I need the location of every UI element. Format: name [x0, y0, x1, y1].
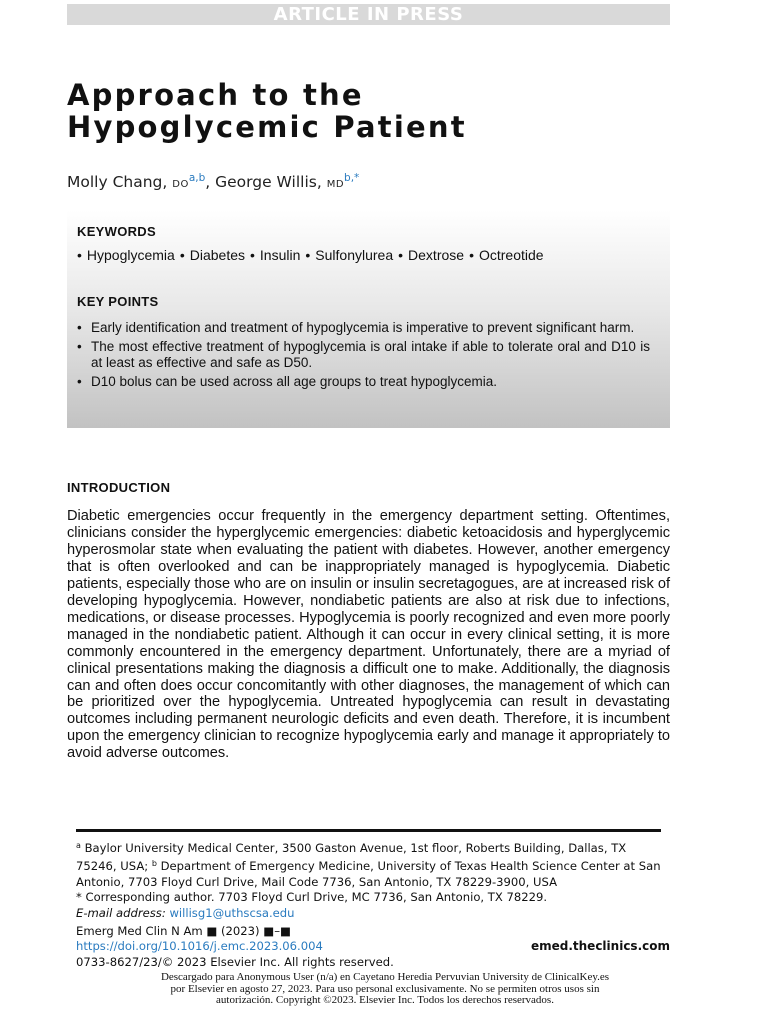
key-point-item: • The most effective treatment of hypoglycemia is oral intake if able to tolerate oral and D10 is at least as effective and safe as D50. — [77, 339, 650, 372]
affiliation-a-mark: a — [76, 841, 81, 850]
keywords-heading: KEYWORDS — [77, 224, 156, 239]
journal-info — [76, 924, 670, 970]
author-1-degree: DO — [172, 179, 189, 190]
article-title — [67, 79, 670, 143]
affiliations — [76, 838, 664, 890]
footnote-divider — [76, 829, 661, 832]
author-2-degree: MD — [326, 179, 345, 190]
doi-link[interactable]: https://doi.org/10.1016/j.emc.2023.06.004 — [76, 939, 323, 954]
introduction-paragraph: Diabetic emergencies occur frequently in the emergency department setting. Oftentimes, clinicians consider the hyperglycemic emergencies: diabetic ketoacidosis and hyperglycemic hyperosmolar state when evaluating the patient with diabetes. However, another emergency that is often overlooked and can be inappropriately managed is hypoglycemia. Diabetic patients, especially those who are on insulin or insulin secretagogues, are at increased risk of developing hypoglycemia. However, nondiabetic patients are also at risk due to infections, medications, or disease processes. Hypoglycemia is poorly recognized and even more poorly managed in the nondiabetic patient. Although it can occur in every clinical setting, it is more commonly encountered in the emergency department. Unfortunately, there are a myriad of clinical presentations making the diagnosis a difficult one to make. Additionally, the diagnosis can and often does occur concomitantly with other diagnoses, the management of which can be prioritized over the hypoglycemia. Untreated hypoglycemia can result in devastating outcomes including permanent neurologic deficits and even death. Therefore, it is incumbent upon the emergency clinician to recognize hypoglycemia early and manage it appropriately to avoid adverse outcomes. — [67, 508, 670, 762]
bullet-icon: • — [179, 247, 185, 263]
affiliation-b-mark: b — [151, 859, 157, 869]
author-1-affiliation-link[interactable]: a,b — [188, 172, 206, 184]
bullet-icon: • — [398, 247, 404, 263]
author-2-name: George Willis, — [215, 173, 322, 191]
keyword-item: Octreotide — [478, 247, 544, 263]
key-point-item: • Early identification and treatment of hypoglycemia is imperative to prevent significant harm. — [77, 320, 650, 337]
email-line — [76, 906, 664, 921]
title-line-1: Approach to the — [67, 78, 364, 112]
article-in-press-banner: ARTICLE IN PRESS — [67, 4, 670, 25]
keyword-item: Hypoglycemia — [86, 247, 175, 263]
keyword-item: Sulfonylurea — [315, 247, 394, 263]
keyword-item: Diabetes — [189, 247, 246, 263]
keyword-item: Dextrose — [408, 247, 465, 263]
keyword-item: Insulin — [259, 247, 301, 263]
author-list: Molly Chang, DO$^{a,b}$, George Willis, $MD^{b,*}$ — [67, 172, 360, 191]
author-2-affiliation-link[interactable]: b,* — [344, 172, 360, 184]
key-point-item: • D10 bolus can be used across all age groups to treat hypoglycemia. — [77, 374, 650, 391]
keywords-list — [77, 247, 544, 263]
bullet-icon: • — [305, 247, 311, 263]
email-label: E-mail address: — [76, 905, 166, 920]
affiliation-b: Department of Emergency Medicine, University of Texas Health Science Center at San Antonio, 7703 Floyd Curl Drive, Mail Code 7736, San Antonio, TX 78229-3900, USA — [76, 859, 661, 889]
title-line-2: Hypoglycemic Patient — [67, 110, 467, 144]
affiliation-a: Baylor University Medical Center, 3500 Gaston Avenue, 1st floor, Roberts Building, Dallas, TX 75246, USA; — [76, 841, 627, 874]
copyright-line: 0733-8627/23/© 2023 Elsevier Inc. All rights reserved. — [76, 954, 394, 969]
journal-website: emed.theclinics.com — [530, 939, 670, 953]
email-link[interactable]: willisg1@uthscsa.edu — [169, 905, 295, 920]
author-1-name: Molly Chang, — [67, 173, 168, 191]
introduction-heading: INTRODUCTION — [67, 480, 171, 495]
bullet-icon: • — [469, 247, 474, 263]
corresponding-author: * Corresponding author. 7703 Floyd Curl Drive, MC 7736, San Antonio, TX 78229. — [76, 890, 548, 905]
journal-citation: Emerg Med Clin N Am ■ (2023) ■–■ — [76, 924, 291, 938]
key-points-heading: KEY POINTS — [77, 294, 159, 309]
key-points-list — [77, 320, 650, 392]
footnotes — [76, 838, 664, 921]
bullet-icon: • — [77, 247, 82, 263]
download-notice: Descargado para Anonymous User (n/a) en Cayetano Heredia Pervuvian University de ClinicalKey.es por Elsevier en agosto 27, 2023. Para uso personal exclusivamente. No se permiten otros usos sin autorización. Copyright ©2023. Elsevier Inc. Todos los derechos reservados. — [160, 971, 610, 1006]
bullet-icon: • — [250, 247, 255, 263]
keywords-keypoints-box — [67, 210, 670, 428]
